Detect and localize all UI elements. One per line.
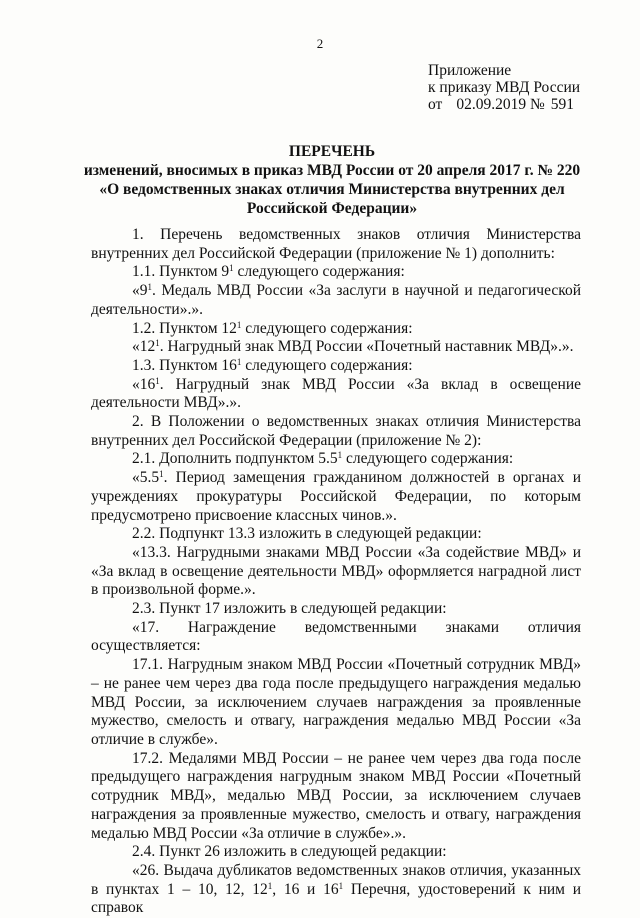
- header-line2: «О ведомственных знаках отличия Министерства внутренних дел: [99, 181, 565, 198]
- paragraph: «13.3. Нагрудными знаками МВД России «За содействие МВД» и «За вклад в освещение деятельности МВД» оформляется наградной лист в произвольной форме.».: [91, 543, 581, 599]
- paragraph: 2.3. Пункт 17 изложить в следующей редакции:: [132, 600, 447, 618]
- paragraph: «17. Награждение ведомственными знаками отличия осуществляется:: [91, 618, 581, 655]
- appendix-line2: к приказу МВД России: [428, 79, 581, 96]
- page-number: 2: [316, 36, 324, 51]
- document-body: [91, 226, 581, 918]
- paragraph: 1.1. Пунктом $9^1$ следующего содержания:: [132, 263, 405, 281]
- paragraph: «$16^1$. Нагрудный знак МВД России «За вклад в освещение деятельности МВД».».: [91, 375, 581, 412]
- paragraph: 17.2. Медалями МВД России – не ранее чем через два года после предыдущего награждения нагрудным знаком МВД России «Почетный сотрудник МВД», медалью МВД России, за исключением случаев награждения за проявленные мужество, смелость и отвагу, награждения медалью МВД России «За отличие в службе».».: [91, 749, 581, 842]
- appendix-line1: Приложение: [428, 62, 512, 79]
- paragraph: 1.3. Пунктом $16^1$ следующего содержания:: [132, 356, 413, 374]
- paragraph: «$9^1$. Медаль МВД России «За заслуги в научной и педагогической деятельности».».: [91, 282, 581, 318]
- paragraph: 1.2. Пунктом $12^1$ следующего содержания:: [132, 319, 413, 337]
- header-line1: изменений, вносимых в приказ МВД России от 20 апреля 2017 г. № 220: [83, 162, 581, 179]
- document-title: ПЕРЕЧЕНЬ: [288, 143, 376, 160]
- appendix-block: [428, 62, 580, 113]
- document-header: [60, 142, 604, 218]
- paragraph: 17.1. Нагрудным знаком МВД России «Почетный сотрудник МВД» – не ранее чем через два года после предыдущего награждения медалью МВД России, за исключением случаев награждения за проявленные мужество, смелость и отвагу, награждения медалью МВД России «За отличие в службе».: [91, 656, 581, 748]
- order-date: 02.09.2019: [456, 96, 527, 113]
- paragraph: «$5.5^1$. Период замещения гражданином должностей в органах и учреждениях прокуратуры Российской Федерации, по которым предусмотрено присвоение классных чинов.».: [91, 469, 581, 524]
- header-line3: Российской Федерации»: [246, 200, 418, 217]
- paragraph: 2. В Положении о ведомственных знаках отличия Министерства внутренних дел Российской Федерации (приложение № 2):: [91, 413, 581, 449]
- paragraph: 2.1. Дополнить подпунктом $5.5^1$ следующего содержания:: [132, 450, 514, 468]
- paragraph: «26. Выдача дубликатов ведомственных знаков отличия, указанных в пунктах 1 – 10, 12, $12^1$, 16 и $16^1$ Перечня, удостоверений к ним и справок: [91, 861, 582, 917]
- paragraph: 1. Перечень ведомственных знаков отличия Министерства внутренних дел Российской Федерации (приложение № 1) дополнить:: [91, 226, 581, 262]
- order-from-label: от: [428, 96, 443, 113]
- paragraph: 2.4. Пункт 26 изложить в следующей редакции:: [132, 843, 447, 861]
- paragraph: 2.2. Подпункт 13.3 изложить в следующей редакции:: [132, 525, 482, 543]
- order-number-label: №: [529, 96, 545, 113]
- paragraph: «$12^1$. Нагрудный знак МВД России «Почетный наставник МВД».».: [132, 338, 574, 356]
- appendix-order-line: [428, 96, 580, 113]
- order-number: 591: [550, 96, 574, 113]
